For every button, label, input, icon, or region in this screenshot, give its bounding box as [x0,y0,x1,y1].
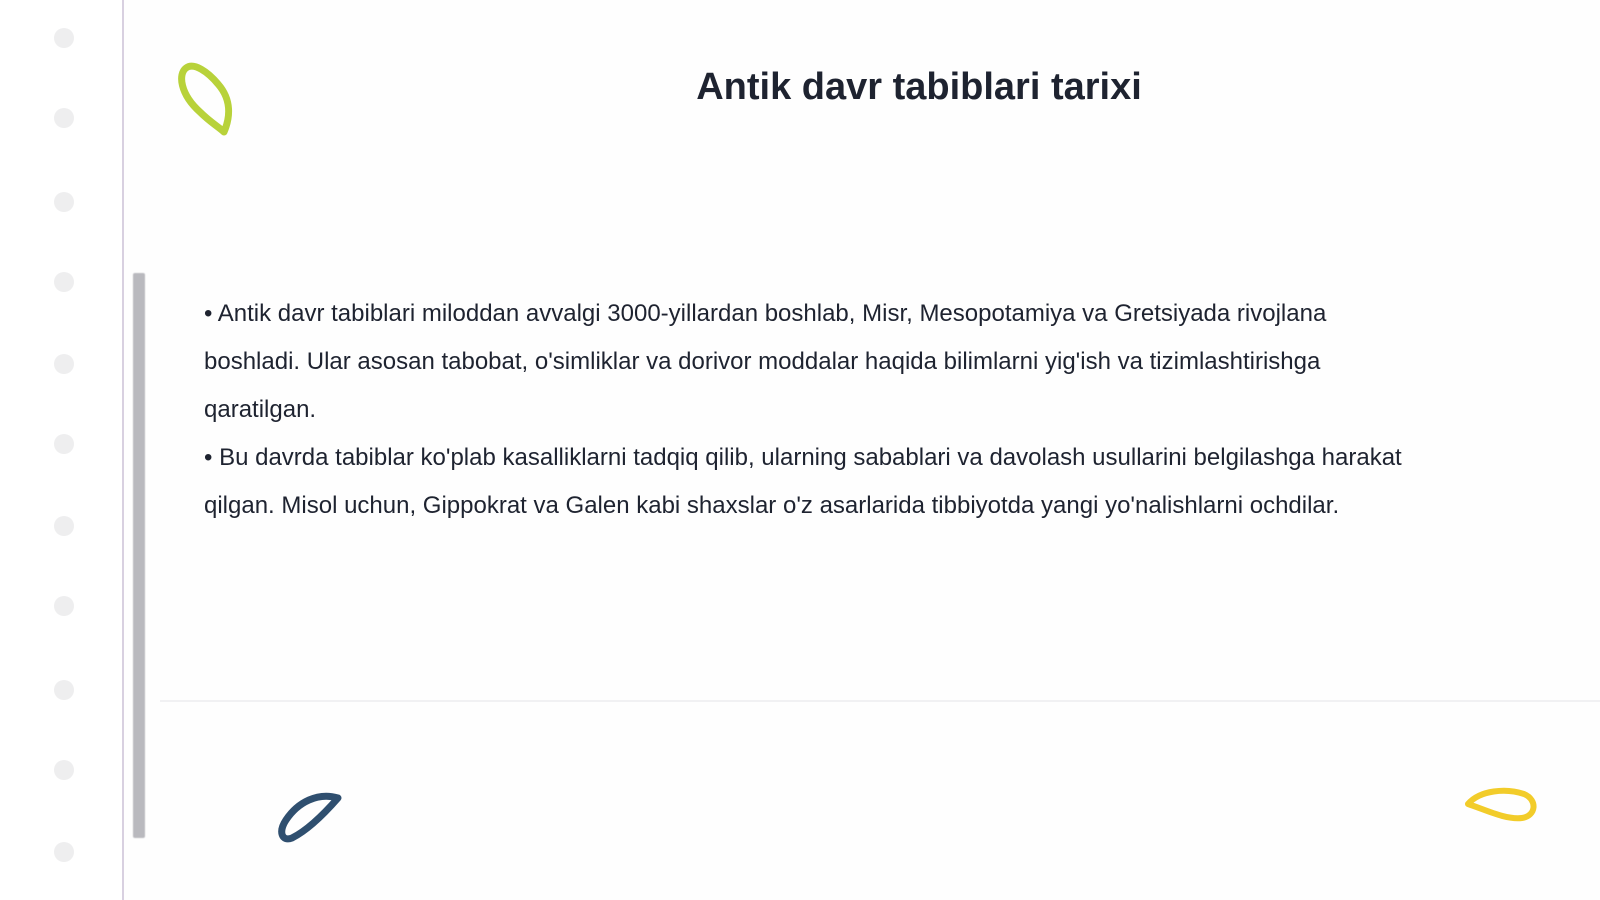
bullet-paragraph: • Antik davr tabiblari miloddan avvalgi 3000-yillardan boshlab, Misr, Mesopotamiya va Gretsiyada rivojlana boshladi. Ular asosan tabobat, o'simliklar va dorivor moddalar haqida bilimlarni yig'ish va tizimlashtirishga qaratilgan. [204,300,1327,423]
slide-canvas [160,0,1600,900]
binder-hole [54,272,74,292]
binder-hole [54,842,74,862]
slide-body [204,290,1404,530]
bullet-paragraph: • Bu davrda tabiblar ko'plab kasalliklarni tadqiq qilib, ularning sabablari va davolash usullarini belgilashga harakat qilgan. Misol uchun, Gippokrat va Galen kabi shaxslar o'z asarlarida tibbiyotda yangi yo'nalishlarni ochdilar. [204,444,1402,519]
slide-divider [160,700,1600,702]
binder-hole [54,680,74,700]
scrollbar-thumb[interactable] [133,273,145,838]
leaf-navy-icon [274,790,344,848]
binder-hole [54,108,74,128]
slide-title: Antik davr tabiblari tarixi [696,66,1142,108]
binder-hole [54,516,74,536]
binder-hole [54,596,74,616]
slide-thumbnail-strip [0,0,124,900]
binder-hole [54,192,74,212]
leaf-yellow-icon [1462,782,1542,828]
binder-hole [54,354,74,374]
binder-hole [54,760,74,780]
binder-hole [54,434,74,454]
binder-hole [54,28,74,48]
